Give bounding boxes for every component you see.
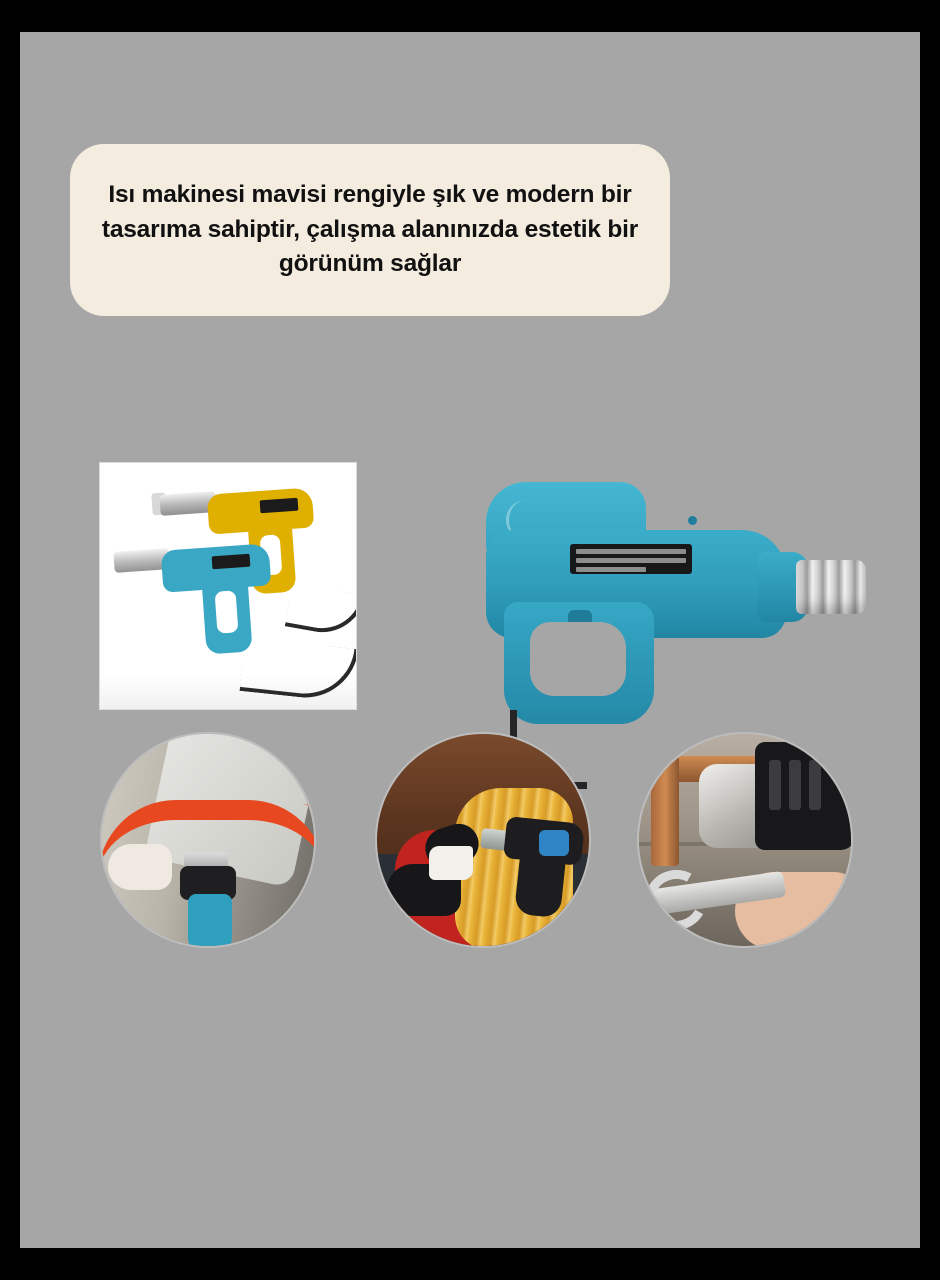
hose-photo-gun-handle (188, 894, 232, 948)
pipe-photo-gun-vent-3 (809, 760, 821, 810)
hero-metal-nozzle (796, 560, 866, 614)
hero-spec-label-line-3 (576, 567, 646, 572)
hero-handle-opening (530, 622, 626, 696)
hero-screw-icon (688, 516, 697, 525)
hero-heat-gun (458, 452, 878, 772)
use-case-hose-shrink (100, 732, 316, 948)
headline-banner (70, 144, 670, 316)
pipe-photo-gun-vent-2 (789, 760, 801, 810)
hose-photo-hand (108, 844, 172, 890)
use-case-hair-styling (375, 732, 591, 948)
hair-photo-gun-blue-panel (539, 830, 569, 856)
copper-pipe-vertical (651, 756, 679, 866)
pipe-photo-gun-vent-1 (769, 760, 781, 810)
product-image-canvas (20, 32, 920, 1248)
blue-gun-handle-opening (215, 590, 239, 633)
hero-spec-label (570, 544, 692, 574)
blue-gun-label-plate (212, 554, 251, 570)
headline-text: Isı makinesi mavisi rengiyle şık ve modern bir tasarıma sahiptir, çalışma alanınızda estetik bir görünüm sağlar (101, 180, 639, 278)
hero-spec-label-line-2 (576, 558, 686, 563)
yellow-gun-label-plate (260, 498, 299, 514)
use-case-pipe-thawing (637, 732, 853, 948)
yellow-gun-power-cord (285, 583, 357, 639)
hair-photo-gun-handle (514, 854, 566, 918)
hair-photo-paper (429, 846, 473, 880)
packaging-photo (99, 462, 357, 710)
pipe-photo-gun-body (755, 742, 853, 850)
hero-spec-label-line-1 (576, 549, 686, 554)
